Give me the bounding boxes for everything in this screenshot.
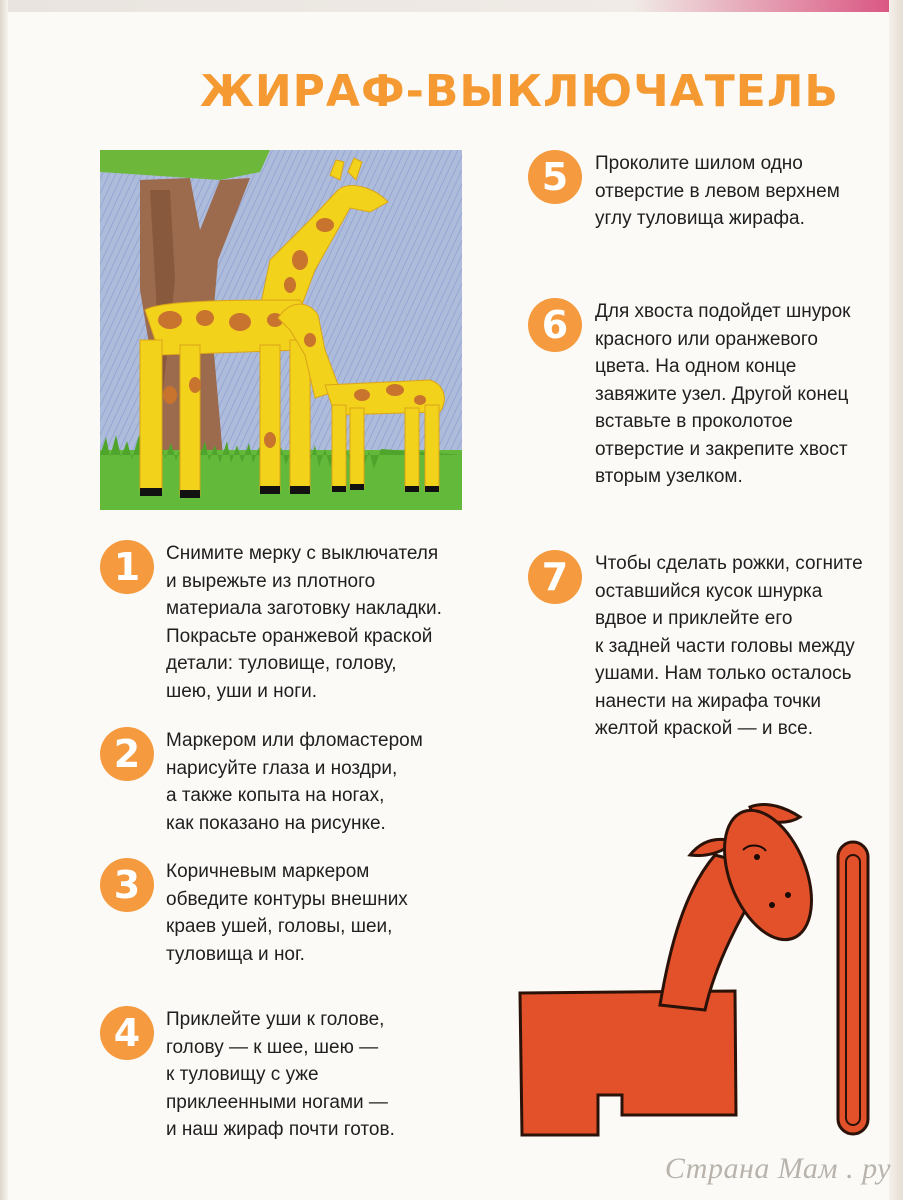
- step-text: Коричневым маркером обведите контуры внешних краев ушей, головы, шеи, туловища и ног.: [166, 861, 408, 965]
- step-number-badge: 1: [100, 540, 154, 594]
- page-top-edge: [0, 0, 903, 12]
- watermark: Страна Мам . ру: [664, 1152, 891, 1185]
- giraffes-drawing: [100, 150, 462, 510]
- page-title: ЖИРАФ-ВЫКЛЮЧАТЕЛЬ: [200, 66, 839, 117]
- step-text: Маркером или фломастером нарисуйте глаза и ноздри, а также копыта на ногах, как показано на рисунке.: [166, 730, 423, 834]
- step-number-badge: 2: [100, 727, 154, 781]
- step-number-badge: 6: [528, 298, 582, 352]
- step-text: Проколите шилом одно отверстие в левом верхнем углу туловища жирафа.: [595, 153, 840, 229]
- step-number-badge: 3: [100, 858, 154, 912]
- step-number-badge: 7: [528, 550, 582, 604]
- step-text: Приклейте уши к голове, голову — к шее, шею — к туловищу с уже приклеенными ногами — и наш жираф почти готов.: [166, 1009, 395, 1140]
- step-number-badge: 4: [100, 1006, 154, 1060]
- step-number-badge: 5: [528, 150, 582, 204]
- step-text: Для хвоста подойдет шнурок красного или оранжевого цвета. На одном конце завяжите узел. Другой конец вставьте в проколотое отверстие и закрепите хвост вторым узелком.: [595, 301, 851, 487]
- step-text: Снимите мерку с выключателя и вырежьте из плотного материала заготовку накладки. Покрасьте оранжевой краской детали: туловище, голову, шею, уши и ноги.: [166, 543, 442, 702]
- giraffe-parts-illustration: [510, 795, 890, 1140]
- step-text: Чтобы сделать рожки, согните оставшийся кусок шнурка вдвое и приклейте его к задней части головы между ушами. Нам только осталось нанести на жирафа точки желтой краской — и все.: [595, 553, 863, 739]
- page-left-edge: [0, 0, 8, 1200]
